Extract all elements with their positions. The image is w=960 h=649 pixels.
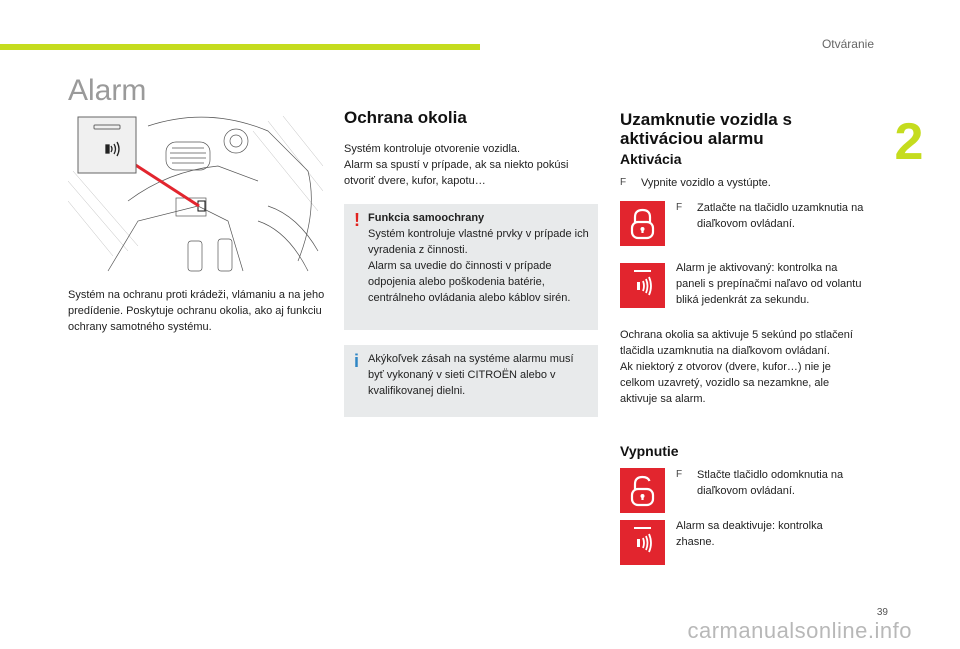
alarm-indicator-icon (620, 520, 665, 565)
bullet-icon: F (676, 469, 683, 480)
page-title: Alarm (68, 74, 147, 107)
intro-text: Systém na ochranu proti krádeži, vlámaniu a na jeho predídenie. Poskytuje ochranu okolia, ako aj funkciu ochrany samotného systému. (68, 289, 325, 333)
deactivation-step: Alarm sa deaktivuje: kontrolka zhasne. (676, 520, 823, 548)
section-heading: Ochrana okolia (344, 108, 467, 127)
surroundings-section (344, 108, 598, 189)
lock-alarm-heading: Uzamknutie vozidla s aktiváciou alarmu (620, 110, 792, 148)
watermark: carmanualsonline.info (687, 618, 912, 643)
header-accent-bar (0, 44, 480, 50)
info-box (344, 345, 598, 417)
activation-heading: Aktivácia (620, 151, 682, 167)
activation-step: Alarm je aktivovaný: kontrolka na paneli s prepínačmi naľavo od volantu bliká jedenkrát za sekundu. (676, 262, 862, 306)
chapter-number: 2 (894, 113, 924, 171)
info-icon: i (354, 351, 360, 371)
activation-step: F Vypnite vozidlo a vystúpte. (620, 177, 771, 189)
page-number: 39 (876, 607, 888, 618)
warning-box (344, 204, 598, 330)
warning-text: Systém kontroluje vlastné prvky v prípade ich vyradenia z činnosti. (368, 228, 589, 256)
info-text: Akýkoľvek zásah na systéme alarmu musí byť vykonaný v sieti CITROËN alebo v kvalifikovanej dielni. (368, 353, 574, 397)
deactivation-step: F Stlačte tlačidlo odomknutia na diaľkovom ovládaní. (676, 469, 844, 497)
bullet-icon: F (676, 202, 683, 213)
section-name: Otváranie (821, 37, 874, 51)
warning-title: Funkcia samoochrany (368, 212, 485, 224)
activation-notes: Ochrana okolia sa aktivuje 5 sekúnd po stlačení tlačidla uzamknutia na diaľkovom ovládaní. Ak niektorý z otvorov (dvere, kufor…) nie je celkom uzavretý, vozidlo sa nezamkne, ale aktivuje sa alarm. (620, 329, 853, 405)
bullet-icon: F (620, 177, 627, 188)
lock-closed-icon (620, 201, 665, 246)
alarm-indicator-icon (620, 263, 665, 308)
warning-icon: ! (354, 210, 360, 230)
dashboard-illustration (68, 111, 323, 279)
intro-line: Systém kontroluje otvorenie vozidla. (344, 143, 521, 155)
intro-line: Alarm sa spustí v prípade, ak sa niekto pokúsi otvoriť dvere, kufor, kapotu… (344, 159, 569, 187)
activation-step: F Zatlačte na tlačidlo uzamknutia na diaľkovom ovládaní. (676, 202, 864, 230)
warning-text: Alarm sa uvedie do činnosti v prípade odpojenia alebo poškodenia batérie, centrálneho ovládania alebo káblov sirén. (368, 260, 571, 304)
deactivation-heading: Vypnutie (620, 443, 679, 459)
lock-open-icon (620, 468, 665, 513)
